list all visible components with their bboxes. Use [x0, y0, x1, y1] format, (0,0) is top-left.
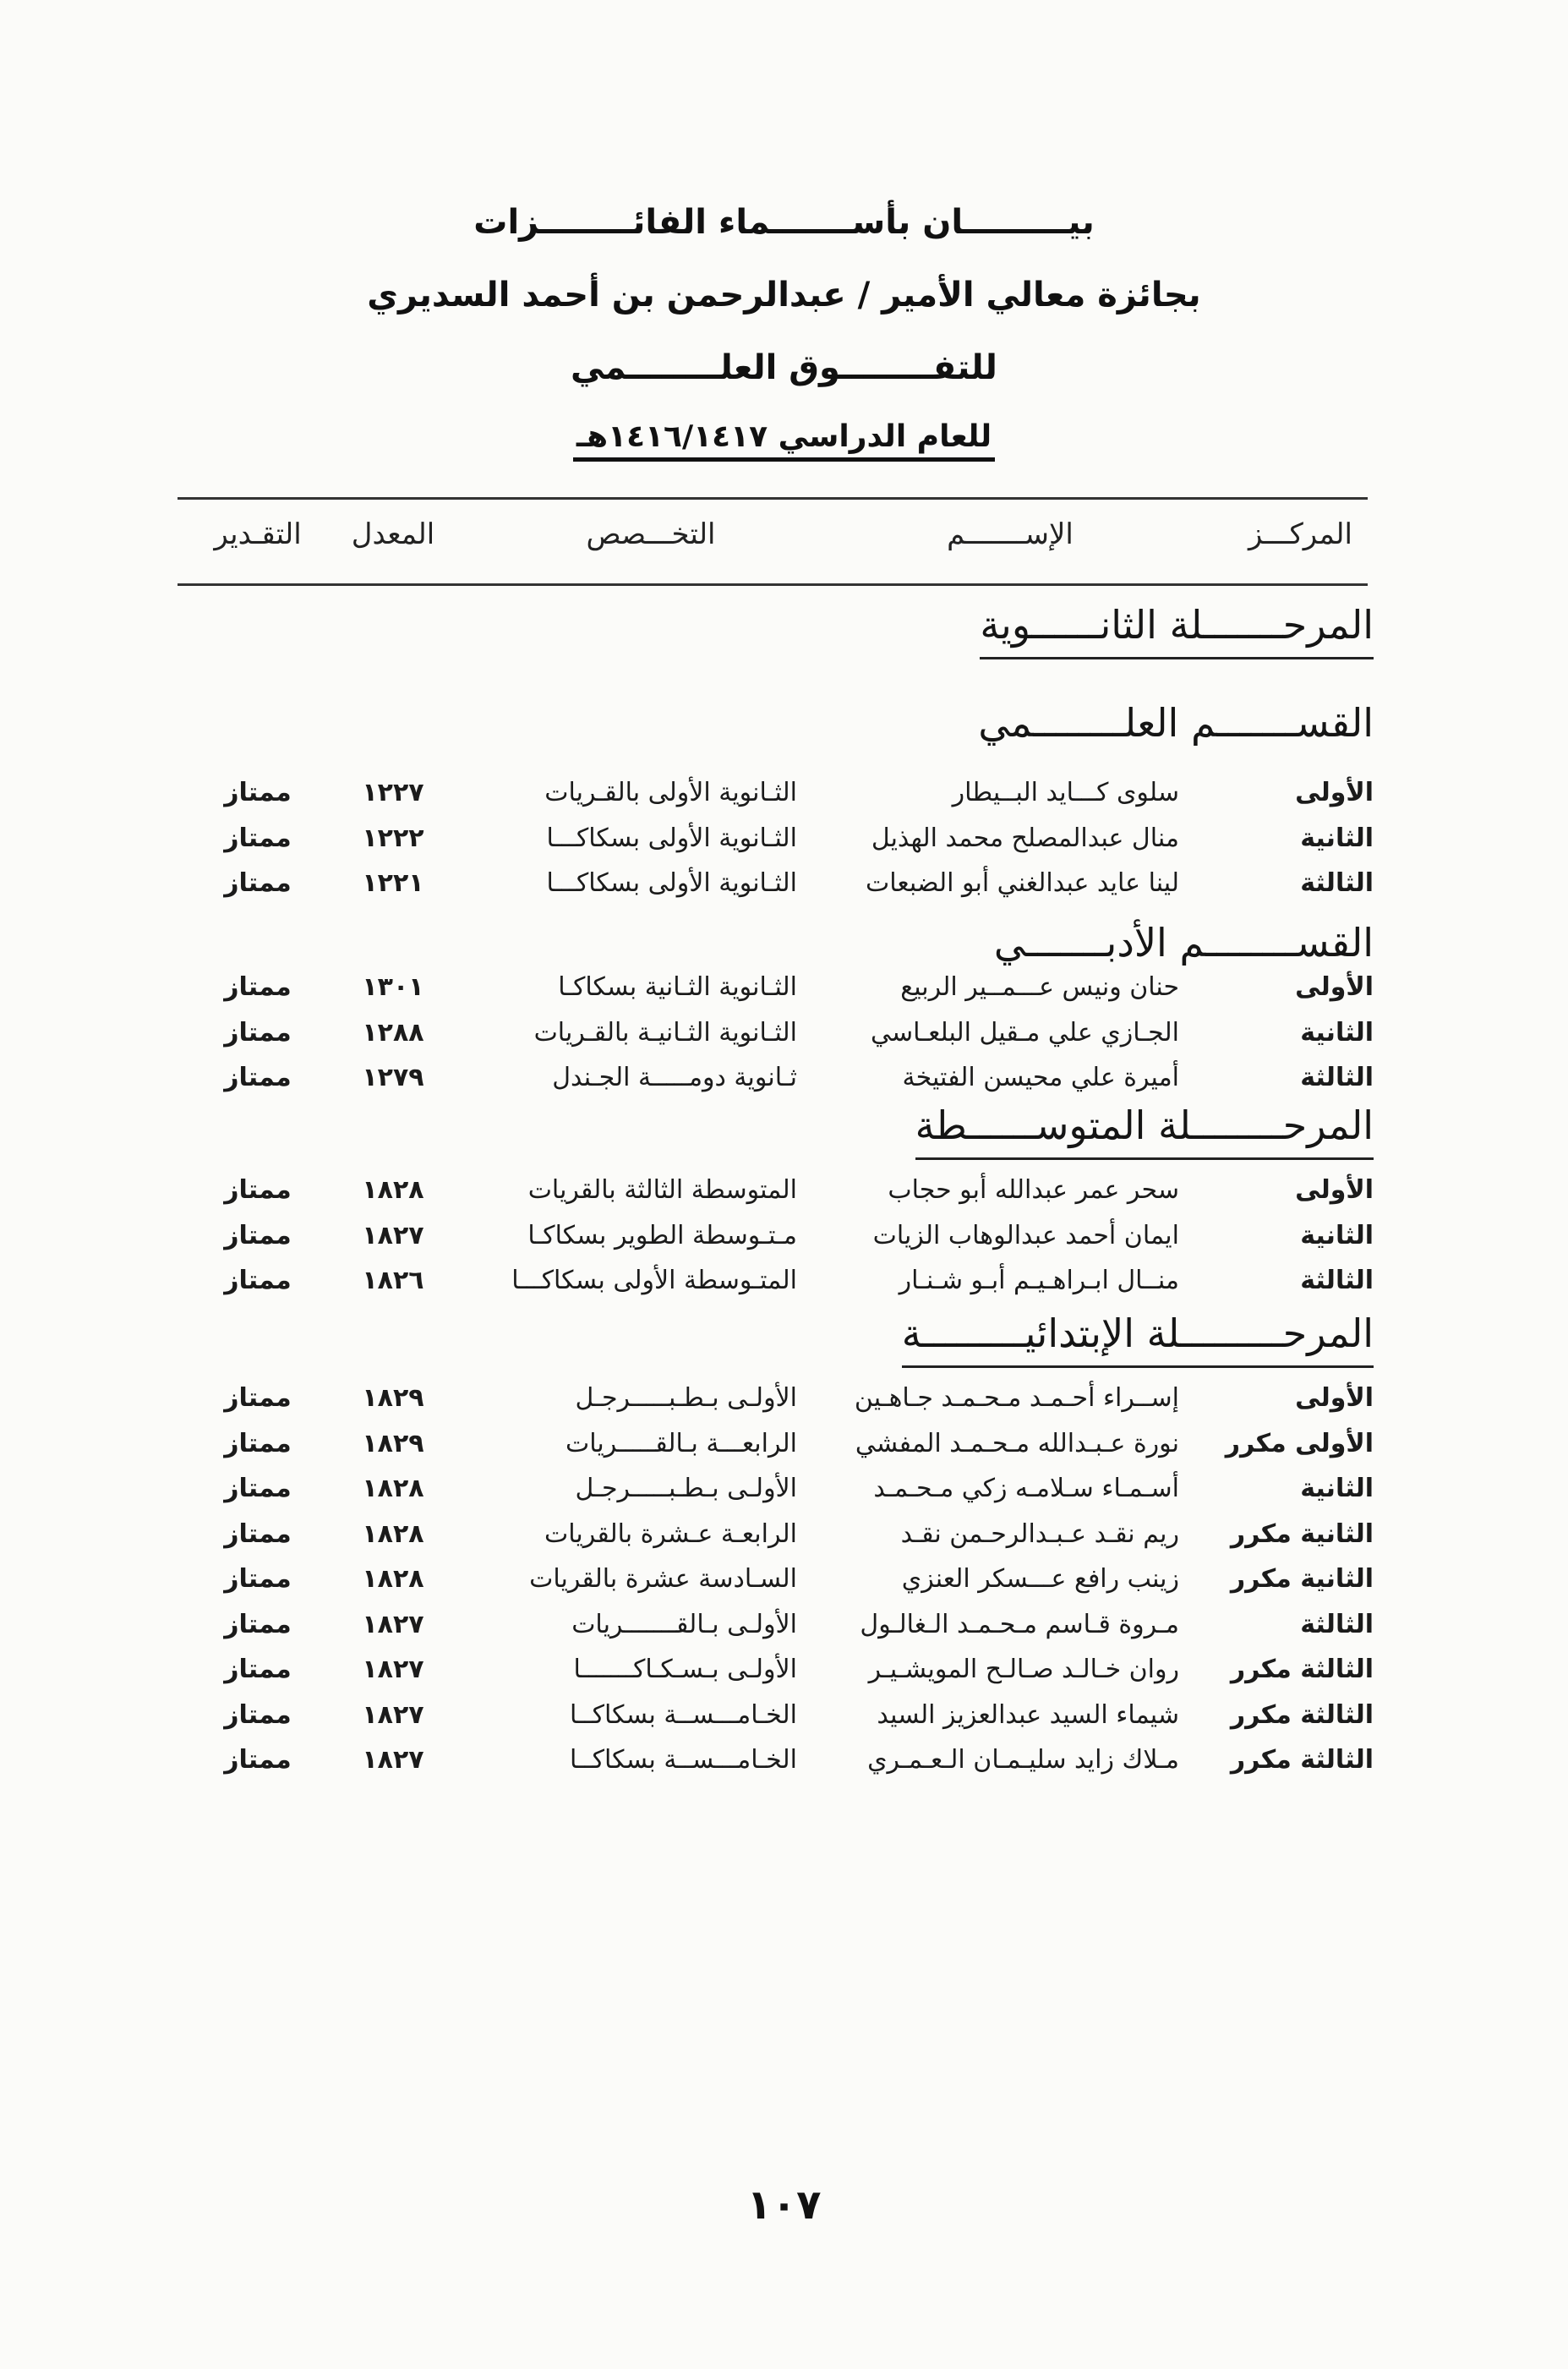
rank-cell: الثالثة — [1300, 868, 1374, 898]
grade-cell: ممتاز — [224, 1220, 292, 1250]
document-title: بيـــــــــان بأســـــــماء الفائــــــــزات — [473, 203, 1095, 242]
specialty-cell: الأولـى بـسـكـاكـــــــا — [573, 1655, 797, 1684]
grade-cell: ممتاز — [224, 1474, 292, 1503]
section-underline — [915, 1157, 1374, 1160]
table-row — [0, 868, 1568, 911]
specialty-cell: السـادسة عشرة بالقريات — [529, 1564, 797, 1594]
average-cell: ١٨٢٨ — [362, 1564, 424, 1594]
table-row — [0, 1655, 1568, 1697]
table-row — [0, 1175, 1568, 1217]
page-number: ١٠٧ — [746, 2181, 822, 2229]
table-row — [0, 1745, 1568, 1787]
grade-cell: ممتاز — [224, 1518, 292, 1549]
specialty-cell: الخـامـــســة بسكاكــا — [570, 1745, 797, 1775]
average-cell: ١٢٢٧ — [362, 778, 424, 807]
name-cell: مـلاك زايد سليـمـان الـعـمـري — [867, 1745, 1179, 1775]
column-header-rank: المركـــز — [1248, 517, 1352, 551]
column-header-name: الإســـــــم — [947, 517, 1074, 551]
name-cell: ريم نقـد عـبـدالرحـمن نقـد — [900, 1518, 1179, 1549]
specialty-cell: الثـانوية الثـانية بسكاكـا — [558, 972, 797, 1002]
section-heading-literary-text: القســــــــم الأدبـــــــي — [993, 920, 1374, 966]
section-heading-literary — [994, 920, 1374, 966]
name-cell: منال عبدالمصلح محمد الهذيل — [871, 823, 1179, 853]
name-cell: أميرة علي محيسن الفتيخة — [902, 1063, 1179, 1092]
header-top-rule — [178, 497, 1368, 500]
grade-cell: ممتاز — [224, 1063, 292, 1092]
specialty-cell: الرابعـة عـشرة بالقريات — [544, 1518, 797, 1549]
column-header-grade: التقـدير — [214, 517, 302, 551]
specialty-cell: الثـانوية الثـانيـة بالقـريات — [533, 1017, 797, 1048]
grade-cell: ممتاز — [224, 778, 292, 807]
specialty-cell: الثـانوية الأولى بالقـريات — [544, 778, 797, 807]
section-heading-science-text: القســـــــم العلــــــــمي — [978, 700, 1374, 746]
header-bottom-rule — [178, 583, 1368, 586]
section-underline — [980, 657, 1374, 659]
average-cell: ١٨٢٨ — [362, 1474, 424, 1503]
table-row — [0, 1063, 1568, 1105]
average-cell: ١٨٢٧ — [362, 1699, 424, 1730]
specialty-cell: الأولـى بـطـبـــــرجـل — [575, 1383, 797, 1413]
average-cell: ١٨٢٦ — [362, 1266, 424, 1295]
name-cell: زينب رافع عـــسكر العنزي — [901, 1564, 1179, 1594]
average-cell: ١٨٢٧ — [362, 1745, 424, 1775]
rank-cell: الثالثة — [1300, 1609, 1374, 1639]
name-cell: منــال ابـراهـيـم أبـو شـنـار — [899, 1266, 1179, 1295]
rank-cell: الثانية مكرر — [1230, 1518, 1374, 1549]
specialty-cell: الأولـى بـطـبـــــرجـل — [575, 1474, 797, 1503]
name-cell: لينا عايد عبدالغني أبو الضبعات — [866, 868, 1179, 898]
section-heading-intermediate — [915, 1102, 1374, 1148]
rank-cell: الثانية مكرر — [1230, 1564, 1374, 1594]
grade-cell: ممتاز — [224, 1428, 292, 1458]
grade-cell: ممتاز — [224, 868, 292, 898]
section-underline — [902, 1365, 1374, 1368]
specialty-cell: الرابعـــة بـالقـــــريات — [565, 1428, 797, 1458]
specialty-cell: الأولـى بـالقـــــــريات — [571, 1609, 797, 1639]
specialty-cell: مـتـوسطة الطوير بسكاكـا — [527, 1220, 797, 1250]
table-row — [0, 1266, 1568, 1308]
grade-cell: ممتاز — [224, 1266, 292, 1295]
table-row — [0, 1700, 1568, 1743]
table-row — [0, 778, 1568, 820]
name-cell: إســراء أحـمـد مـحـمـد جـاهـين — [854, 1383, 1179, 1413]
section-heading-elementary — [902, 1310, 1374, 1356]
table-row — [0, 1429, 1568, 1471]
average-cell: ١٨٢٩ — [362, 1383, 424, 1413]
table-row — [0, 1519, 1568, 1562]
average-cell: ١٨٢٩ — [362, 1428, 424, 1458]
grade-cell: ممتاز — [224, 972, 292, 1002]
table-row — [0, 1564, 1568, 1606]
name-cell: أسـمـاء سـلامـه زكي مـحـمـد — [873, 1474, 1179, 1503]
name-cell: حنان ونيس عـــمــير الربيع — [900, 972, 1179, 1002]
name-cell: سحر عمر عبدالله أبو حجاب — [888, 1175, 1179, 1205]
table-row — [0, 1221, 1568, 1263]
rank-cell: الثالثة مكرر — [1230, 1699, 1374, 1730]
table-row — [0, 1474, 1568, 1516]
rank-cell: الثانية — [1300, 1474, 1374, 1503]
rank-cell: الثانية — [1300, 1017, 1374, 1048]
section-heading-elementary-text: المرحـــــــــلة الإبتدائيـــــــــة — [901, 1310, 1374, 1356]
rank-cell: الأولى — [1295, 778, 1374, 807]
average-cell: ١٨٢٨ — [362, 1175, 424, 1205]
rank-cell: الأولى — [1295, 1383, 1374, 1413]
rank-cell: الثانية — [1300, 1220, 1374, 1250]
average-cell: ١٨٢٧ — [362, 1220, 424, 1250]
academic-year — [0, 419, 1568, 462]
grade-cell: ممتاز — [224, 1383, 292, 1413]
section-heading-secondary — [980, 602, 1374, 648]
column-header-average: المعدل — [351, 517, 435, 551]
name-cell: شيماء السيد عبدالعزيز السيد — [877, 1699, 1179, 1730]
specialty-cell: الثـانوية الأولى بسكاكـــا — [546, 823, 797, 853]
specialty-cell: الثـانوية الأولى بسكاكـــا — [546, 868, 797, 898]
grade-cell: ممتاز — [224, 1745, 292, 1775]
column-header-specialty: التخـــصص — [586, 517, 716, 551]
name-cell: الجـازي علي مـقيل البلعـاسي — [871, 1017, 1179, 1048]
name-cell: نورة عـبـدالله مـحـمـد المفشي — [855, 1428, 1179, 1458]
rank-cell: الثانية — [1300, 823, 1374, 853]
grade-cell: ممتاز — [224, 1564, 292, 1594]
grade-cell: ممتاز — [224, 823, 292, 853]
average-cell: ١٨٢٧ — [362, 1655, 424, 1684]
rank-cell: الأولى — [1295, 1175, 1374, 1205]
grade-cell: ممتاز — [224, 1017, 292, 1048]
award-name: بجائزة معالي الأمير / عبدالرحمن بن أحمد السديري — [367, 276, 1201, 315]
rank-cell: الثالثة مكرر — [1230, 1655, 1374, 1684]
grade-cell: ممتاز — [224, 1655, 292, 1684]
average-cell: ١٣٠١ — [362, 972, 424, 1002]
average-cell: ١٢٢١ — [362, 868, 424, 898]
table-row — [0, 1383, 1568, 1425]
average-cell: ١٨٢٧ — [362, 1609, 424, 1639]
average-cell: ١٢٢٢ — [362, 823, 424, 853]
name-cell: سلوى كـــايد البــيطار — [952, 778, 1179, 807]
rank-cell: الأولى مكرر — [1225, 1428, 1374, 1458]
name-cell: روان خـالـد صـالـح المويشـيـر — [868, 1655, 1179, 1684]
rank-cell: الثالثة — [1300, 1266, 1374, 1295]
section-heading-secondary-text: المرحـــــــلة الثانــــــوية — [980, 602, 1374, 648]
table-row — [0, 1018, 1568, 1060]
section-heading-intermediate-text: المرحــــــــلة المتوســــــطة — [915, 1102, 1374, 1148]
average-cell: ١٨٢٨ — [362, 1518, 424, 1549]
average-cell: ١٢٧٩ — [362, 1063, 424, 1092]
table-row — [0, 823, 1568, 866]
average-cell: ١٢٨٨ — [362, 1017, 424, 1048]
rank-cell: الثالثة مكرر — [1230, 1745, 1374, 1775]
grade-cell: ممتاز — [224, 1609, 292, 1639]
name-cell: ايمان أحمد عبدالوهاب الزيات — [872, 1220, 1179, 1250]
name-cell: مـروة قـاسم مـحـمـد الـغالـول — [860, 1609, 1179, 1639]
grade-cell: ممتاز — [224, 1175, 292, 1205]
specialty-cell: المتوسطة الثالثة بالقريات — [527, 1175, 797, 1205]
grade-cell: ممتاز — [224, 1699, 292, 1730]
specialty-cell: ثـانوية دومـــــة الجـندل — [552, 1063, 797, 1092]
specialty-cell: الخـامـــســة بسكاكــا — [570, 1699, 797, 1730]
award-subtitle: للتفــــــــوق العلــــــــمي — [571, 348, 997, 387]
rank-cell: الأولى — [1295, 972, 1374, 1002]
table-row — [0, 1610, 1568, 1652]
table-row — [0, 972, 1568, 1015]
section-heading-science — [978, 700, 1374, 746]
rank-cell: الثالثة — [1300, 1063, 1374, 1092]
academic-year-text: للعام الدراسي ١٤١٦/١٤١٧هـ — [573, 419, 995, 462]
specialty-cell: المتـوسطة الأولى بسكاكـــا — [511, 1266, 797, 1295]
